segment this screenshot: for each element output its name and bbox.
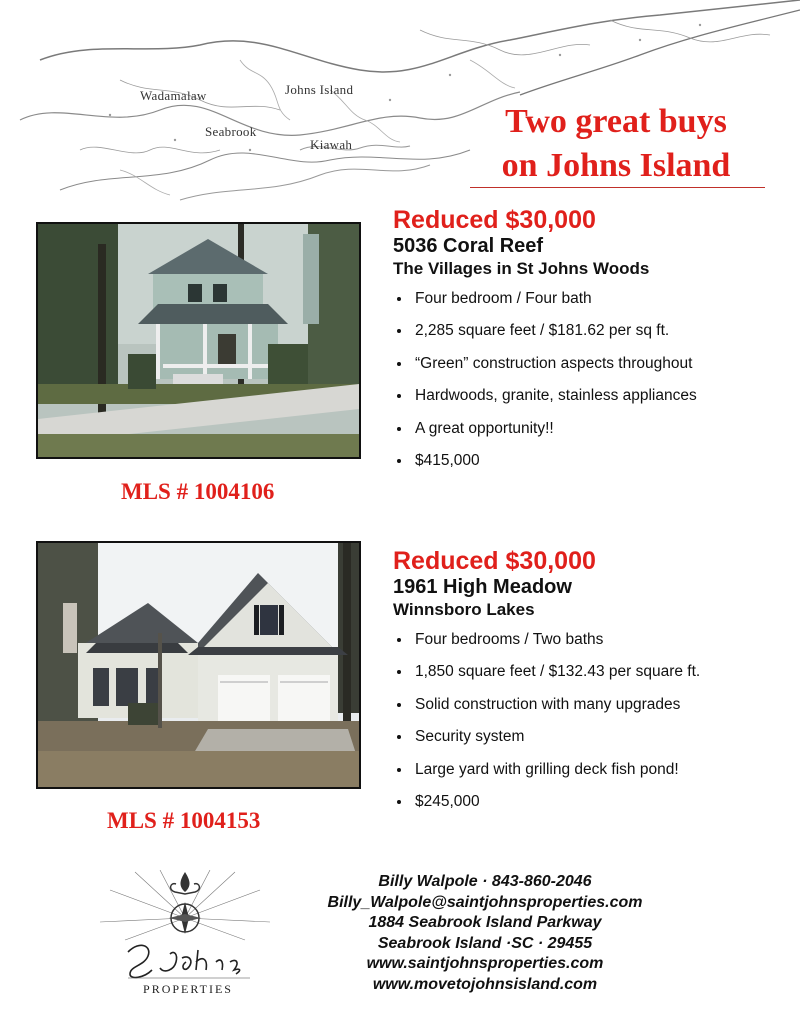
- mls-number: MLS # 1004106: [121, 479, 275, 504]
- compass-rose-logo-icon: [100, 870, 280, 1000]
- map-label-seabrook: Seabrook: [205, 124, 257, 139]
- feature-item: A great opportunity!!: [393, 418, 783, 450]
- feature-item: 1,850 square feet / $132.43 per square ft.: [393, 661, 783, 693]
- office-street: 1884 Seabrook Island Parkway: [368, 914, 602, 931]
- headline: [470, 100, 762, 188]
- agent-email-link[interactable]: Billy_Walpole@saintjohnsproperties.com: [327, 893, 643, 911]
- community-name: Winnsboro Lakes: [393, 600, 535, 619]
- listing-details: [393, 206, 783, 482]
- street-address: 1961 High Meadow: [393, 576, 572, 598]
- listing-details: [393, 547, 783, 823]
- house-photo-high-meadow: [36, 541, 361, 789]
- headline-line-2: on Johns Island: [501, 147, 731, 184]
- feature-item: Large yard with grilling deck fish pond!: [393, 759, 783, 791]
- feature-list: [393, 288, 783, 482]
- headline-line-1: Two great buys: [505, 103, 727, 140]
- house-photo-illustration: [38, 224, 359, 457]
- headline-divider: [470, 187, 765, 188]
- house-photo-coral-reef: [36, 222, 361, 459]
- price-reduction: Reduced $30,000: [393, 547, 596, 575]
- feature-item: 2,285 square feet / $181.62 per sq ft.: [393, 320, 783, 352]
- st-johns-properties-logo: [100, 870, 280, 1000]
- street-address: 5036 Coral Reef: [393, 235, 544, 257]
- agent-name-phone: Billy Walpole · 843-860-2046: [378, 873, 592, 890]
- map-label-kiawah: Kiawah: [310, 137, 353, 152]
- feature-item: Hardwoods, granite, stainless appliances: [393, 385, 783, 417]
- house-photo-illustration: [38, 543, 359, 787]
- feature-item: Four bedroom / Four bath: [393, 288, 783, 320]
- feature-item: “Green” construction aspects throughout: [393, 353, 783, 385]
- feature-list: [393, 629, 783, 823]
- feature-item: Four bedrooms / Two baths: [393, 629, 783, 661]
- feature-item: $245,000: [393, 791, 783, 823]
- website-link-2[interactable]: www.movetojohnsisland.com: [372, 975, 598, 993]
- map-label-wadamalaw: Wadamalaw: [140, 88, 207, 103]
- feature-item: $415,000: [393, 450, 783, 482]
- price-reduction: Reduced $30,000: [393, 206, 596, 234]
- website-link-1[interactable]: www.saintjohnsproperties.com: [366, 955, 604, 972]
- feature-item: Solid construction with many upgrades: [393, 694, 783, 726]
- community-name: The Villages in St Johns Woods: [393, 259, 650, 278]
- logo-wordmark: PROPERTIES: [143, 982, 233, 996]
- mls-number: MLS # 1004153: [107, 808, 261, 833]
- agent-contact-block: [295, 872, 675, 995]
- feature-item: Security system: [393, 726, 783, 758]
- office-city: Seabrook Island ·SC · 29455: [377, 934, 593, 952]
- map-label-johns-island: Johns Island: [285, 82, 354, 97]
